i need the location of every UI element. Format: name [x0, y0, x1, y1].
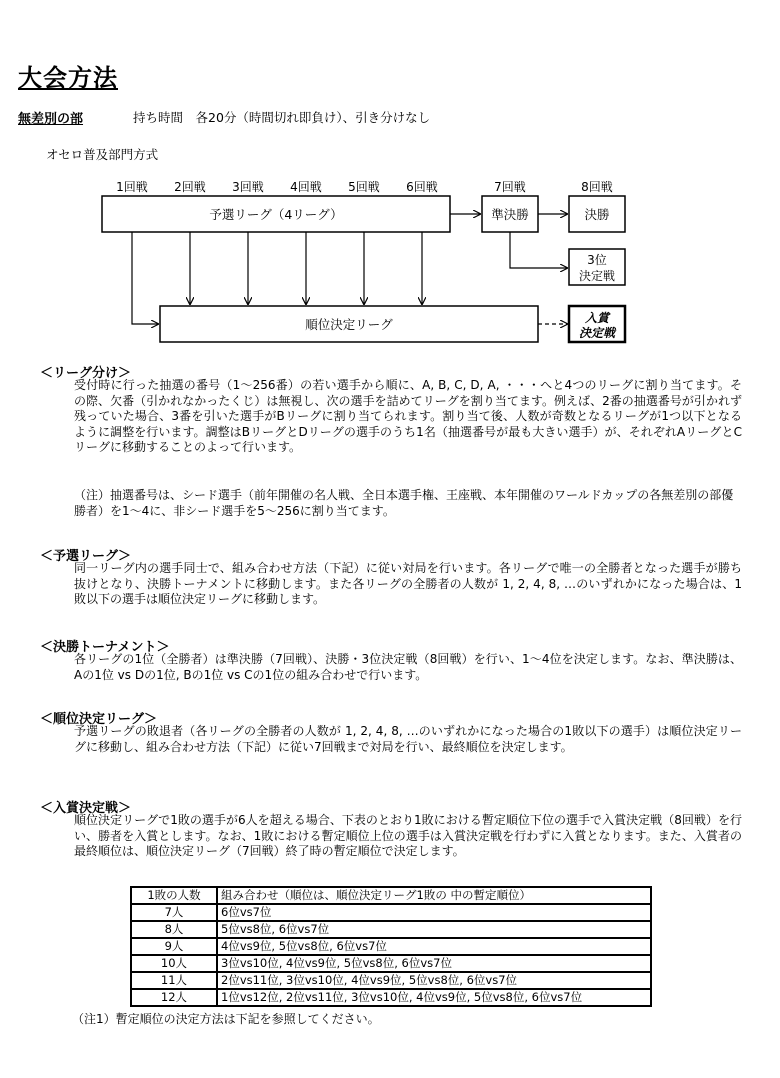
section-heading-ranking: ＜順位決定リーグ＞	[40, 712, 158, 727]
table-row	[131, 904, 651, 921]
table-cell: 6位vs7位	[217, 904, 651, 921]
table-cell: 12人	[131, 989, 217, 1006]
round-label: 7回戦	[494, 180, 526, 194]
third-place-label-2: 決定戦	[578, 269, 616, 283]
table-cell: 8人	[131, 921, 217, 938]
table-header: 1敗の人数	[131, 887, 217, 904]
table-row	[131, 955, 651, 972]
section-body-ranking: 予選リーグの敗退者（各リーグの全勝者の人数が 1, 2, 4, 8, …のいずれかになった場合の1敗以下の選手）は順位決定リーグに移動し、組み合わせ方法（下記）に従い7回戦まで対局を行い、最終順位を決定します。	[74, 724, 742, 754]
round-label: 4回戦	[290, 180, 322, 194]
section-body-prelim: 同一リーグ内の選手同士で、組み合わせ方法（下記）に従い対局を行います。各リーグで唯一の全勝者となった選手が勝ち抜けとなり、決勝トーナメントに移動します。また各リーグの全勝者の人数が 1, 2, 4, 8, …のいずれかになった場合は、1敗以下の選手は順位決定リーグに移動します。	[74, 561, 742, 606]
section-heading-league-split: ＜リーグ分け＞	[40, 366, 132, 381]
section-body-league-split: 受付時に行った抽選の番号（1～256番）の若い選手から順に、A, B, C, D, A, ・・・へと4つのリーグに割り当てます。その際、欠番（引かれなかったくじ）は無視し、次の選手を詰めてリーグを割り当てます。例えば、2番の抽選番号が引かれず残っていた場合、3番を引いた選手がBリーグに割り当てられます。割り当て後、人数が奇数となるリーグが1つ以下となるように調整を行います。調整はBリーグとDリーグの選手のうち1名（抽選番号が最も大きい選手）が、それぞれAリーグとCリーグに移動することのよって行います。	[74, 378, 742, 454]
round-label: 6回戦	[406, 180, 438, 194]
table-row	[131, 989, 651, 1006]
method-title: オセロ普及部門方式	[46, 147, 159, 162]
table-cell: 7人	[131, 904, 217, 921]
table-cell: 5位vs8位, 6位vs7位	[217, 921, 651, 938]
third-place-label-1: 3位	[587, 253, 607, 267]
seed-note: （注）抽選番号は、シード選手（前年開催の名人戦、全日本選手権、王座戦、本年開催のワールドカップの各無差別の部優勝者）を1～4に、非シード選手を5～256に割り当てます。	[74, 488, 734, 518]
footnote: （注1）暫定順位の決定方法は下記を参照してください。	[72, 1012, 380, 1026]
table-cell: 1位vs12位, 2位vs11位, 3位vs10位, 4位vs9位, 5位vs8位, 6位vs7位	[217, 989, 651, 1006]
final-label: 決勝	[584, 207, 610, 222]
table-cell: 3位vs10位, 4位vs9位, 5位vs8位, 6位vs7位	[217, 955, 651, 972]
table-cell: 9人	[131, 938, 217, 955]
table-header-row	[131, 887, 651, 904]
round-label: 1回戦	[116, 180, 148, 194]
arrow-round1-to-ranking	[132, 232, 158, 324]
semifinal-label: 準決勝	[491, 207, 529, 222]
table-header: 組み合わせ（順位は、順位決定リーグ1敗の 中の暫定順位）	[217, 887, 651, 904]
pairing-table	[130, 886, 652, 1007]
section-body-prize: 順位決定リーグで1敗の選手が6人を超える場合、下表のとおり1敗における暫定順位下位の選手で入賞決定戦（8回戦）を行い、勝者を入賞とします。なお、1敗における暫定順位上位の選手は入賞決定戦を行わずに入賞となります。また、入賞者の最終順位は、順位決定リーグ（7回戦）終了時の暫定順位で決定します。	[74, 813, 742, 858]
prelim-league-label: 予選リーグ（4リーグ）	[209, 207, 343, 222]
table-row	[131, 972, 651, 989]
ranking-league-label: 順位決定リーグ	[305, 317, 393, 332]
round-label: 2回戦	[174, 180, 206, 194]
prize-match-label-2: 決定戦	[578, 326, 616, 340]
table-cell: 10人	[131, 955, 217, 972]
prize-match-label-1: 入賞	[584, 311, 610, 325]
page-title: 大会方法	[18, 64, 118, 92]
round-label: 5回戦	[348, 180, 380, 194]
section-heading-prelim: ＜予選リーグ＞	[40, 549, 132, 564]
table-cell: 11人	[131, 972, 217, 989]
table-row	[131, 938, 651, 955]
tournament-flow-diagram	[0, 0, 780, 350]
table-cell: 2位vs11位, 3位vs10位, 4位vs9位, 5位vs8位, 6位vs7位	[217, 972, 651, 989]
section-heading-prize: ＜入賞決定戦＞	[40, 801, 132, 816]
arrow-semi-to-third	[510, 232, 567, 268]
table-row	[131, 921, 651, 938]
round-label: 8回戦	[581, 180, 613, 194]
division-label: 無差別の部	[18, 112, 84, 127]
division-rule: 持ち時間 各20分（時間切れ即負け）、引き分けなし	[133, 110, 431, 125]
round-label: 3回戦	[232, 180, 264, 194]
section-body-finals: 各リーグの1位（全勝者）は準決勝（7回戦）、決勝・3位決定戦（8回戦）を行い、1～4位を決定します。なお、準決勝は、Aの1位 vs Dの1位, Bの1位 vs Cの1位の組み合わせで行います。	[74, 652, 742, 682]
section-heading-finals: ＜決勝トーナメント＞	[40, 640, 170, 655]
table-cell: 4位vs9位, 5位vs8位, 6位vs7位	[217, 938, 651, 955]
